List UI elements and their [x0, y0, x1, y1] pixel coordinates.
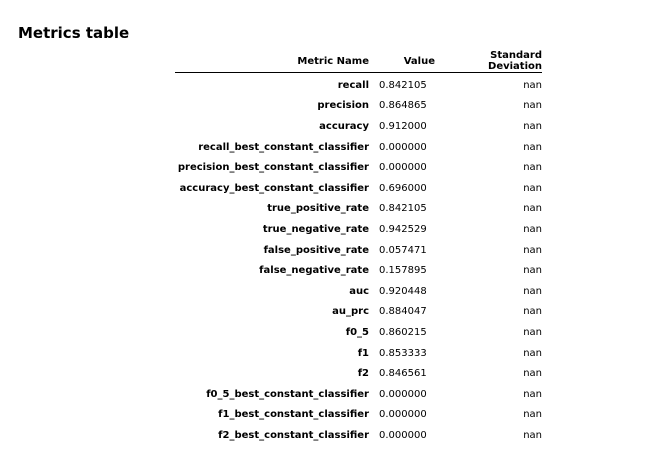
metric-std-cell: nan: [523, 120, 542, 132]
metric-name-cell: precision: [317, 100, 369, 112]
table-row: [175, 281, 542, 302]
metric-name-cell: f0_5_best_constant_classifier: [206, 388, 369, 400]
table-header-row: [175, 50, 542, 73]
metric-name-cell: recall_best_constant_classifier: [198, 141, 369, 153]
metric-name-cell: accuracy_best_constant_classifier: [179, 182, 369, 194]
table-row: [175, 405, 542, 426]
metric-name-cell: false_negative_rate: [259, 265, 369, 277]
metric-std-cell: nan: [523, 265, 542, 277]
metric-std-cell: nan: [523, 388, 542, 400]
metric-value-cell: 0.912000: [379, 120, 427, 132]
metric-value-cell: 0.846561: [379, 368, 427, 380]
metric-std-cell: nan: [523, 429, 542, 441]
metric-value-cell: 0.853333: [379, 347, 427, 359]
metric-name-cell: auc: [349, 285, 369, 297]
metric-std-cell: nan: [523, 203, 542, 215]
metric-std-cell: nan: [523, 162, 542, 174]
metrics-table: [175, 50, 542, 446]
metric-value-cell: 0.000000: [379, 388, 427, 400]
metric-name-cell: f1_best_constant_classifier: [218, 409, 369, 421]
metric-value-cell: 0.000000: [379, 409, 427, 421]
metric-std-cell: nan: [523, 306, 542, 318]
table-row: [175, 219, 542, 240]
table-row: [175, 178, 542, 199]
metric-value-cell: 0.842105: [379, 79, 427, 91]
metric-value-cell: 0.000000: [379, 429, 427, 441]
metric-std-cell: nan: [523, 141, 542, 153]
metric-name-cell: false_positive_rate: [263, 244, 369, 256]
metric-name-cell: f0_5: [345, 326, 369, 338]
table-row: [175, 425, 542, 446]
metric-std-cell: nan: [523, 285, 542, 297]
table-row: [175, 302, 542, 323]
metric-name-cell: f2_best_constant_classifier: [218, 429, 369, 441]
metric-std-cell: nan: [523, 223, 542, 235]
column-header-standard-deviation: Standard Deviation: [435, 50, 542, 73]
table-row: [175, 137, 542, 158]
metric-value-cell: 0.864865: [379, 100, 427, 112]
metric-value-cell: 0.057471: [379, 244, 427, 256]
table-row: [175, 199, 542, 220]
table-row: [175, 384, 542, 405]
metric-std-cell: nan: [523, 182, 542, 194]
metric-name-cell: recall: [337, 79, 369, 91]
table-row: [175, 116, 542, 137]
page-title: Metrics table: [18, 24, 130, 42]
table-row: [175, 157, 542, 178]
metric-value-cell: 0.000000: [379, 141, 427, 153]
metric-value-cell: 0.842105: [379, 203, 427, 215]
metric-std-cell: nan: [523, 100, 542, 112]
table-row: [175, 260, 542, 281]
metric-value-cell: 0.157895: [379, 265, 427, 277]
metric-std-cell: nan: [523, 79, 542, 91]
table-row: [175, 73, 542, 96]
table-row: [175, 343, 542, 364]
metric-value-cell: 0.000000: [379, 162, 427, 174]
table-row: [175, 240, 542, 261]
metric-name-cell: au_prc: [332, 306, 369, 318]
metric-name-cell: accuracy: [319, 120, 369, 132]
column-header-value: Value: [369, 50, 435, 73]
metric-name-cell: true_negative_rate: [262, 223, 369, 235]
metric-std-cell: nan: [523, 409, 542, 421]
table-row: [175, 363, 542, 384]
metric-value-cell: 0.860215: [379, 326, 427, 338]
table-row: [175, 322, 542, 343]
metric-value-cell: 0.942529: [379, 223, 427, 235]
metric-name-cell: precision_best_constant_classifier: [177, 162, 369, 174]
metric-value-cell: 0.696000: [379, 182, 427, 194]
metric-value-cell: 0.920448: [379, 285, 427, 297]
metric-std-cell: nan: [523, 347, 542, 359]
metric-std-cell: nan: [523, 326, 542, 338]
metric-name-cell: f2: [357, 368, 369, 380]
table-row: [175, 96, 542, 117]
metric-std-cell: nan: [523, 368, 542, 380]
metric-name-cell: f1: [357, 347, 369, 359]
metric-std-cell: nan: [523, 244, 542, 256]
metric-value-cell: 0.884047: [379, 306, 427, 318]
column-header-metric-name: Metric Name: [175, 50, 369, 73]
table-body: [175, 73, 542, 446]
metric-name-cell: true_positive_rate: [267, 203, 369, 215]
